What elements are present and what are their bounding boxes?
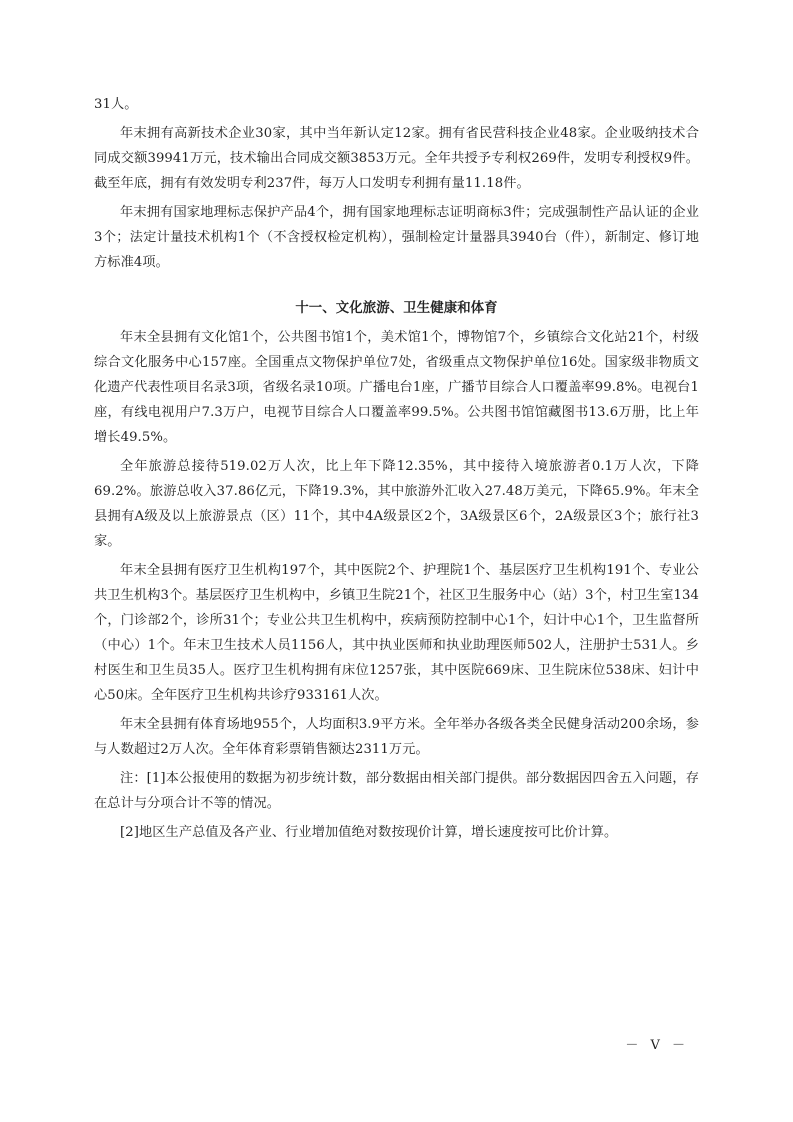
footnote: 注：[1]本公报使用的数据为初步统计数，部分数据由相关部门提供。部分数据因四舍五入问题，存在总计与分项合计不等的情况。 <box>94 771 699 811</box>
page-number: － V － <box>625 1038 689 1053</box>
paragraph: 年末拥有高新技术企业30家，其中当年新认定12家。拥有省民营科技企业48家。企业吸纳技术合同成交额39941万元，技术输出合同成交额3853万元。全年共授予专利权269件，发明专利授权9件。截至年底，拥有有效发明专利237件，每万人口发明专利拥有量11.18件。 <box>94 126 699 191</box>
paragraph: 全年旅游总接待519.02万人次，比上年下降12.35%，其中接待入境旅游者0.1万人次，下降69.2%。旅游总收入37.86亿元，下降19.3%，其中旅游外汇收入27.48万美元，下降65.9%。年末全县拥有A级及以上旅游景点（区）11个，其中4A级景区2个，3A级景区6个，2A级景区3个；旅行社3家。 <box>94 459 699 549</box>
paragraph: 年末全县拥有体育场地955个，人均面积3.9平方米。全年举办各级各类全民健身活动200余场，参与人数超过2万人次。全年体育彩票销售额达2311万元。 <box>94 717 699 757</box>
paragraph: 31人。 <box>94 97 138 112</box>
section-heading: 十一、文化旅游、卫生健康和体育 <box>295 301 498 316</box>
paragraph: 年末拥有国家地理标志保护产品4个，拥有国家地理标志证明商标3件；完成强制性产品认证的企业3个；法定计量技术机构1个（不含授权检定机构），强制检定计量器具3940台（件），新制定、修订地方标准4项。 <box>94 205 699 270</box>
document-body <box>94 92 699 849</box>
paragraph: 年末全县拥有医疗卫生机构197个，其中医院2个、护理院1个、基层医疗卫生机构191个、专业公共卫生机构3个。基层医疗卫生机构中，乡镇卫生院21个，社区卫生服务中心（站）3个，村卫生室134个，门诊部2个，诊所31个；专业公共卫生机构中，疾病预防控制中心1个，妇计中心1个，卫生监督所（中心）1个。年末卫生技术人员1156人，其中执业医师和执业助理医师502人，注册护士531人。乡村医生和卫生员35人。医疗卫生机构拥有床位1257张，其中医院669床、卫生院床位538床、妇计中心50床。全年医疗卫生机构共诊疗933161人次。 <box>94 563 699 703</box>
footnote: [2]地区生产总值及各产业、行业增加值绝对数按现价计算，增长速度按可比价计算。 <box>120 825 618 840</box>
paragraph: 年末全县拥有文化馆1个，公共图书馆1个，美术馆1个，博物馆7个，乡镇综合文化站21个，村级综合文化服务中心157座。全国重点文物保护单位7处，省级重点文物保护单位16处。国家级非物质文化遗产代表性项目名录3项，省级名录10项。广播电台1座，广播节目综合人口覆盖率99.8%。电视台1座，有线电视用户7.3万户，电视节目综合人口覆盖率99.5%。公共图书馆馆藏图书13.6万册，比上年增长49.5%。 <box>94 330 699 445</box>
